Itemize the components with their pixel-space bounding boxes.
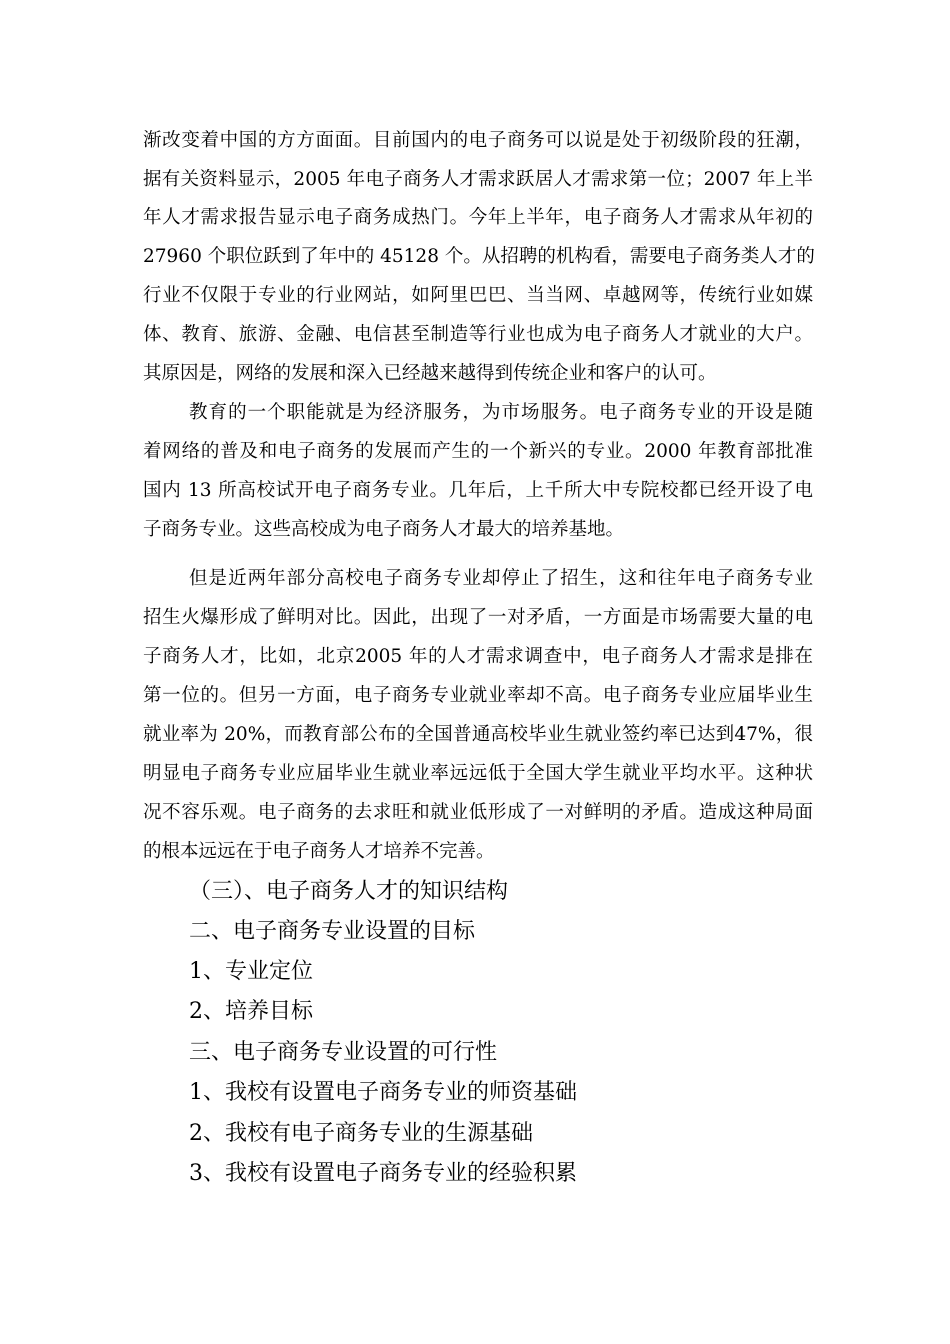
paragraph-line: 况不容乐观。电子商务的去求旺和就业低形成了一对鲜明的矛盾。造成这种局面 [143, 802, 813, 823]
subsection-heading: 2、我校有电子商务专业的生源基础 [189, 1121, 533, 1146]
paragraph-line: 明显电子商务专业应届毕业生就业率远远低于全国大学生就业平均水平。这种状 [143, 763, 813, 784]
subsection-heading: 2、培养目标 [189, 999, 313, 1024]
paragraph-line: 招生火爆形成了鲜明对比。因此，出现了一对矛盾，一方面是市场需要大量的电 [143, 607, 813, 628]
subsection-heading: 1、专业定位 [189, 959, 313, 984]
section-heading: 三、电子商务专业设置的可行性 [189, 1040, 498, 1065]
paragraph-line: 渐改变着中国的方方面面。目前国内的电子商务可以说是处于初级阶段的狂潮， [143, 130, 813, 151]
paragraph-line: 第一位的。但另一方面，电子商务专业就业率却不高。电子商务专业应届毕业生 [143, 685, 813, 706]
section-heading: （三）、电子商务人才的知识结构 [189, 879, 509, 904]
paragraph-line: 但是近两年部分高校电子商务专业却停止了招生，这和往年电子商务专业 [189, 568, 813, 589]
paragraph-line: 着网络的普及和电子商务的发展而产生的一个新兴的专业。2000 年教育部批准 [143, 441, 813, 462]
paragraph-line: 子商务专业。这些高校成为电子商务人才最大的培养基地。 [143, 519, 625, 540]
subsection-heading: 3、我校有设置电子商务专业的经验积累 [189, 1161, 577, 1186]
section-heading: 二、电子商务专业设置的目标 [189, 919, 476, 944]
paragraph-line: 行业不仅限于专业的行业网站，如阿里巴巴、当当网、卓越网等，传统行业如媒 [143, 285, 813, 306]
paragraph-line: 子商务人才，比如，北京2005 年的人才需求调查中，电子商务人才需求是排在 [143, 646, 813, 667]
paragraph-line: 教育的一个职能就是为经济服务，为市场服务。电子商务专业的开设是随 [189, 402, 813, 423]
paragraph-line: 就业率为 20%，而教育部公布的全国普通高校毕业生就业签约率已达到47%，很 [143, 724, 813, 745]
paragraph-line: 体、教育、旅游、金融、电信甚至制造等行业也成为电子商务人才就业的大户。 [143, 324, 813, 345]
paragraph-line: 其原因是，网络的发展和深入已经越来越得到传统企业和客户的认可。 [143, 363, 717, 384]
paragraph-line: 的根本远远在于电子商务人才培养不完善。 [143, 841, 495, 862]
subsection-heading: 1、我校有设置电子商务专业的师资基础 [189, 1080, 577, 1105]
paragraph-line: 27960 个职位跃到了年中的 45128 个。从招聘的机构看，需要电子商务类人才的 [143, 246, 815, 267]
paragraph-line: 据有关资料显示，2005 年电子商务人才需求跃居人才需求第一位；2007 年上半 [143, 169, 813, 190]
paragraph-line: 年人才需求报告显示电子商务成热门。今年上半年，电子商务人才需求从年初的 [143, 207, 813, 228]
paragraph-line: 国内 13 所高校试开电子商务专业。几年后，上千所大中专院校都已经开设了电 [143, 480, 813, 501]
